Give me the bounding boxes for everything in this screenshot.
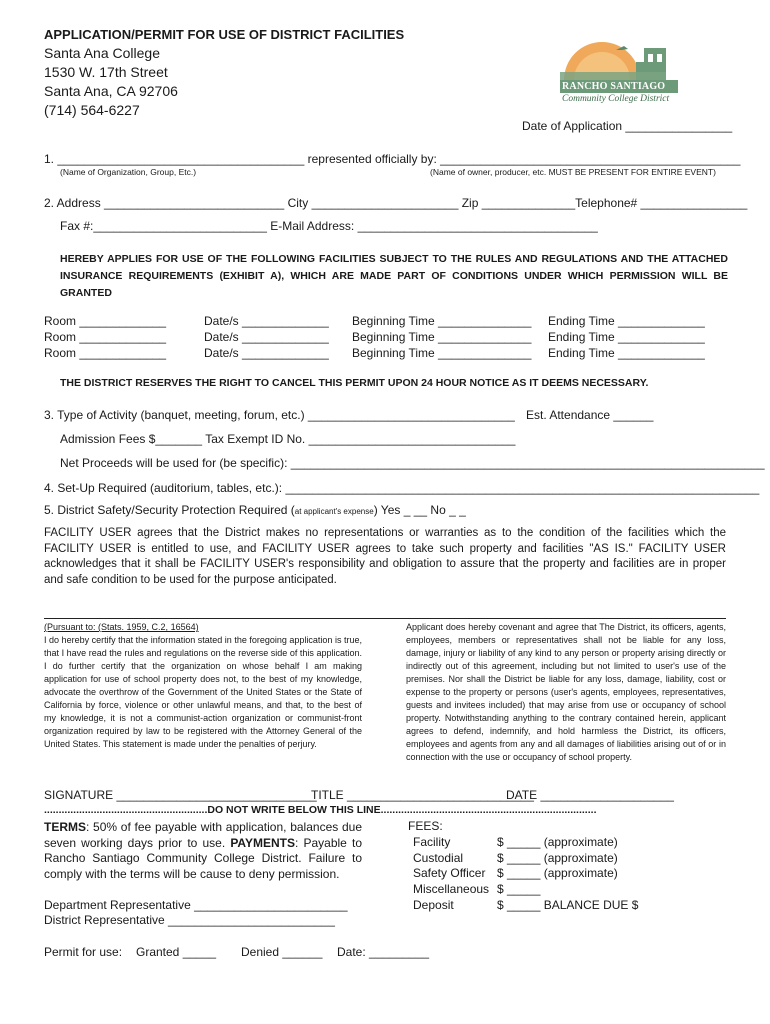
fee-label: Safety Officer	[413, 866, 486, 881]
granted-field[interactable]: Granted _____	[136, 945, 217, 959]
safety-options[interactable]: ) Yes _ __ No _ _	[373, 503, 466, 517]
fee-label: Facility	[413, 835, 451, 849]
fee-label: Miscellaneous	[413, 882, 490, 897]
begin-time-field[interactable]: Beginning Time ______________	[352, 346, 532, 360]
safety-line[interactable]	[44, 503, 466, 517]
date-field[interactable]: Date/s _____________	[204, 314, 329, 328]
certification-block	[44, 621, 362, 751]
dates-column	[204, 313, 329, 361]
rooms-column	[44, 313, 166, 361]
college-name: Santa Ana College	[44, 45, 160, 61]
hereby-statement: HEREBY APPLIES FOR USE OF THE FOLLOWING FACILITIES SUBJECT TO THE RULES AND REGULATIONS AND THE ATTACHED INSURANCE REQUIREMENTS (EXHIBIT A), WHICH ARE MADE PART OF CONDITIONS UNDER WHICH PERMISSION WILL BE GRANTED	[60, 253, 728, 299]
date-of-application[interactable]: Date of Application ________________	[522, 119, 733, 133]
owner-note: (Name of owner, producer, etc. MUST BE PRESENT FOR ENTIRE EVENT)	[430, 167, 716, 177]
attendance-field[interactable]: Est. Attendance ______	[526, 408, 654, 422]
safety-label: 5. District Safety/Security Protection Required (	[44, 503, 295, 517]
title-field[interactable]: TITLE ____________________________	[311, 788, 534, 802]
begin-time-field[interactable]: Beginning Time ______________	[352, 314, 532, 328]
do-not-write-line: ........................................................DO NOT WRITE BELOW THIS LINE..........................................................................	[44, 804, 597, 816]
fee-value[interactable]: $ _____ (approximate)	[497, 835, 618, 849]
fee-label: Custodial	[413, 850, 464, 865]
room-field[interactable]: Room _____________	[44, 346, 167, 360]
indemnity-block: Applicant does hereby covenant and agree that The District, its officers, agents, employees, members or representatives shall not be liable for any loss, damage, injury or liability of any kind to any person or property arising directly or indirectly out of this agreement, including but not limited to user's use of the premises. Nor shall the District be liable for any loss, damage, liability, cost or expense to the property or persons (user's agents, employees, representatives, guests and invitees included) that may arise from use or occupancy of school property. Notwithstanding anything to the contrary contained herein, applicant agrees to defend, indemnify, and hold harmless the District, its officers, employees and agents from any and all damages of liabilities arising out of or in connection with the use or occupancy of school property.	[406, 622, 726, 762]
date-field[interactable]: Date/s _____________	[204, 330, 329, 344]
fee-label: Deposit	[413, 897, 454, 912]
cancel-notice: THE DISTRICT RESERVES THE RIGHT TO CANCEL THIS PERMIT UPON 24 HOUR NOTICE AS IT DEEMS NECESSARY.	[60, 377, 649, 389]
payments-text: : Payable to Rancho Santiago Community College District. Failure to comply with the terms will be cause to deny permission.	[44, 835, 363, 881]
net-proceeds-line[interactable]: Net Proceeds will be used for (be specific): _______________________________________________________________________	[60, 456, 765, 470]
date-field[interactable]: Date/s _____________	[204, 346, 329, 360]
terms-label: TERMS	[44, 820, 86, 834]
organization-line[interactable]: 1. _____________________________________ represented officially by: _____________________________________________	[44, 152, 741, 166]
college-city: Santa Ana, CA 92706	[44, 83, 178, 99]
organization-note: (Name of Organization, Group, Etc.)	[60, 167, 197, 177]
permit-label: Permit for use:	[44, 945, 123, 959]
safety-note: at applicant's expense	[294, 507, 374, 516]
end-time-field[interactable]: Ending Time _____________	[548, 330, 705, 344]
address-line[interactable]: 2. Address ___________________________ City ______________________ Zip ______________Telephone# ________________	[44, 196, 748, 210]
end-time-field[interactable]: Ending Time _____________	[548, 346, 705, 360]
activity-type-line[interactable]: 3. Type of Activity (banquet, meeting, forum, etc.) _______________________________	[44, 408, 515, 422]
end-column	[548, 313, 705, 361]
college-phone: (714) 564-6227	[44, 102, 140, 118]
pursuant-citation: (Pursuant to: (Stats. 1959, C.2, 16564)	[44, 622, 199, 632]
form-title: APPLICATION/PERMIT FOR USE OF DISTRICT FACILITIES	[44, 27, 405, 42]
date-field[interactable]: DATE ____________________	[506, 788, 674, 802]
fee-value[interactable]: $ _____ BALANCE DUE $	[497, 897, 639, 912]
fees-labels	[413, 835, 489, 914]
logo-subtitle: Community College District	[562, 94, 670, 104]
payments-label: PAYMENTS	[230, 835, 295, 850]
certification-text: I do hereby certify that the information stated in the foregoing application is true, that I have read the rules and regulations on the reverse side of this application. I do further certify that the organization on whose behalf I am making application for use of school property does not, to the best of my knowledge, advocate the overthrow of the Government of the United States or the State of California by force, violence or other unlawful means, and that, to the best of my knowledge, it is not a communist-action organization or communist-front organization required by law to be registered with the Attorney General of the United States. This statement is made under the penalties of perjury.	[44, 635, 362, 749]
college-street: 1530 W. 17th Street	[44, 64, 168, 80]
logo-name: RANCHO SANTIAGO	[562, 81, 666, 92]
end-time-field[interactable]: Ending Time _____________	[548, 314, 705, 328]
setup-line[interactable]: 4. Set-Up Required (auditorium, tables, etc.): _______________________________________________________________________	[44, 481, 760, 495]
fees-values	[497, 835, 638, 914]
room-field[interactable]: Room _____________	[44, 330, 167, 344]
fax-email-line[interactable]: Fax #:__________________________ E-Mail Address: ____________________________________	[60, 219, 598, 233]
department-rep-field[interactable]: Department Representative _______________________	[44, 898, 348, 912]
permit-date-field[interactable]: Date: _________	[337, 945, 430, 959]
section-divider	[44, 618, 726, 619]
begin-column	[352, 313, 531, 361]
room-field[interactable]: Room _____________	[44, 314, 167, 328]
facility-user-paragraph: FACILITY USER agrees that the District makes no representations or warranties as to the condition of the facilities which the FACILITY USER is entitled to use, and FACILITY USER agrees to take such property and facilities "AS IS." FACILITY USER acknowledges that it shall be FACILITY USER's responsibility and obligation to assure that the property and facilities are in proper and safe condition to be used for the purpose anticipated.	[44, 527, 726, 586]
begin-time-field[interactable]: Beginning Time ______________	[352, 330, 532, 344]
district-logo	[556, 36, 686, 108]
fee-value[interactable]: $ _____	[497, 882, 541, 897]
denied-field[interactable]: Denied ______	[241, 945, 323, 959]
fee-value[interactable]: $ _____ (approximate)	[497, 850, 618, 865]
terms-paragraph	[44, 820, 362, 882]
terms-text: : 50% of fee payable with application, balances due seven working days prior to use.	[44, 820, 362, 850]
signature-field[interactable]: SIGNATURE ______________________________	[44, 788, 317, 802]
district-rep-field[interactable]: District Representative _________________________	[44, 913, 335, 927]
fee-value[interactable]: $ _____ (approximate)	[497, 866, 618, 881]
admission-fees-line[interactable]: Admission Fees $_______ Tax Exempt ID No. _______________________________	[60, 432, 516, 446]
fees-title: FEES:	[408, 819, 443, 833]
